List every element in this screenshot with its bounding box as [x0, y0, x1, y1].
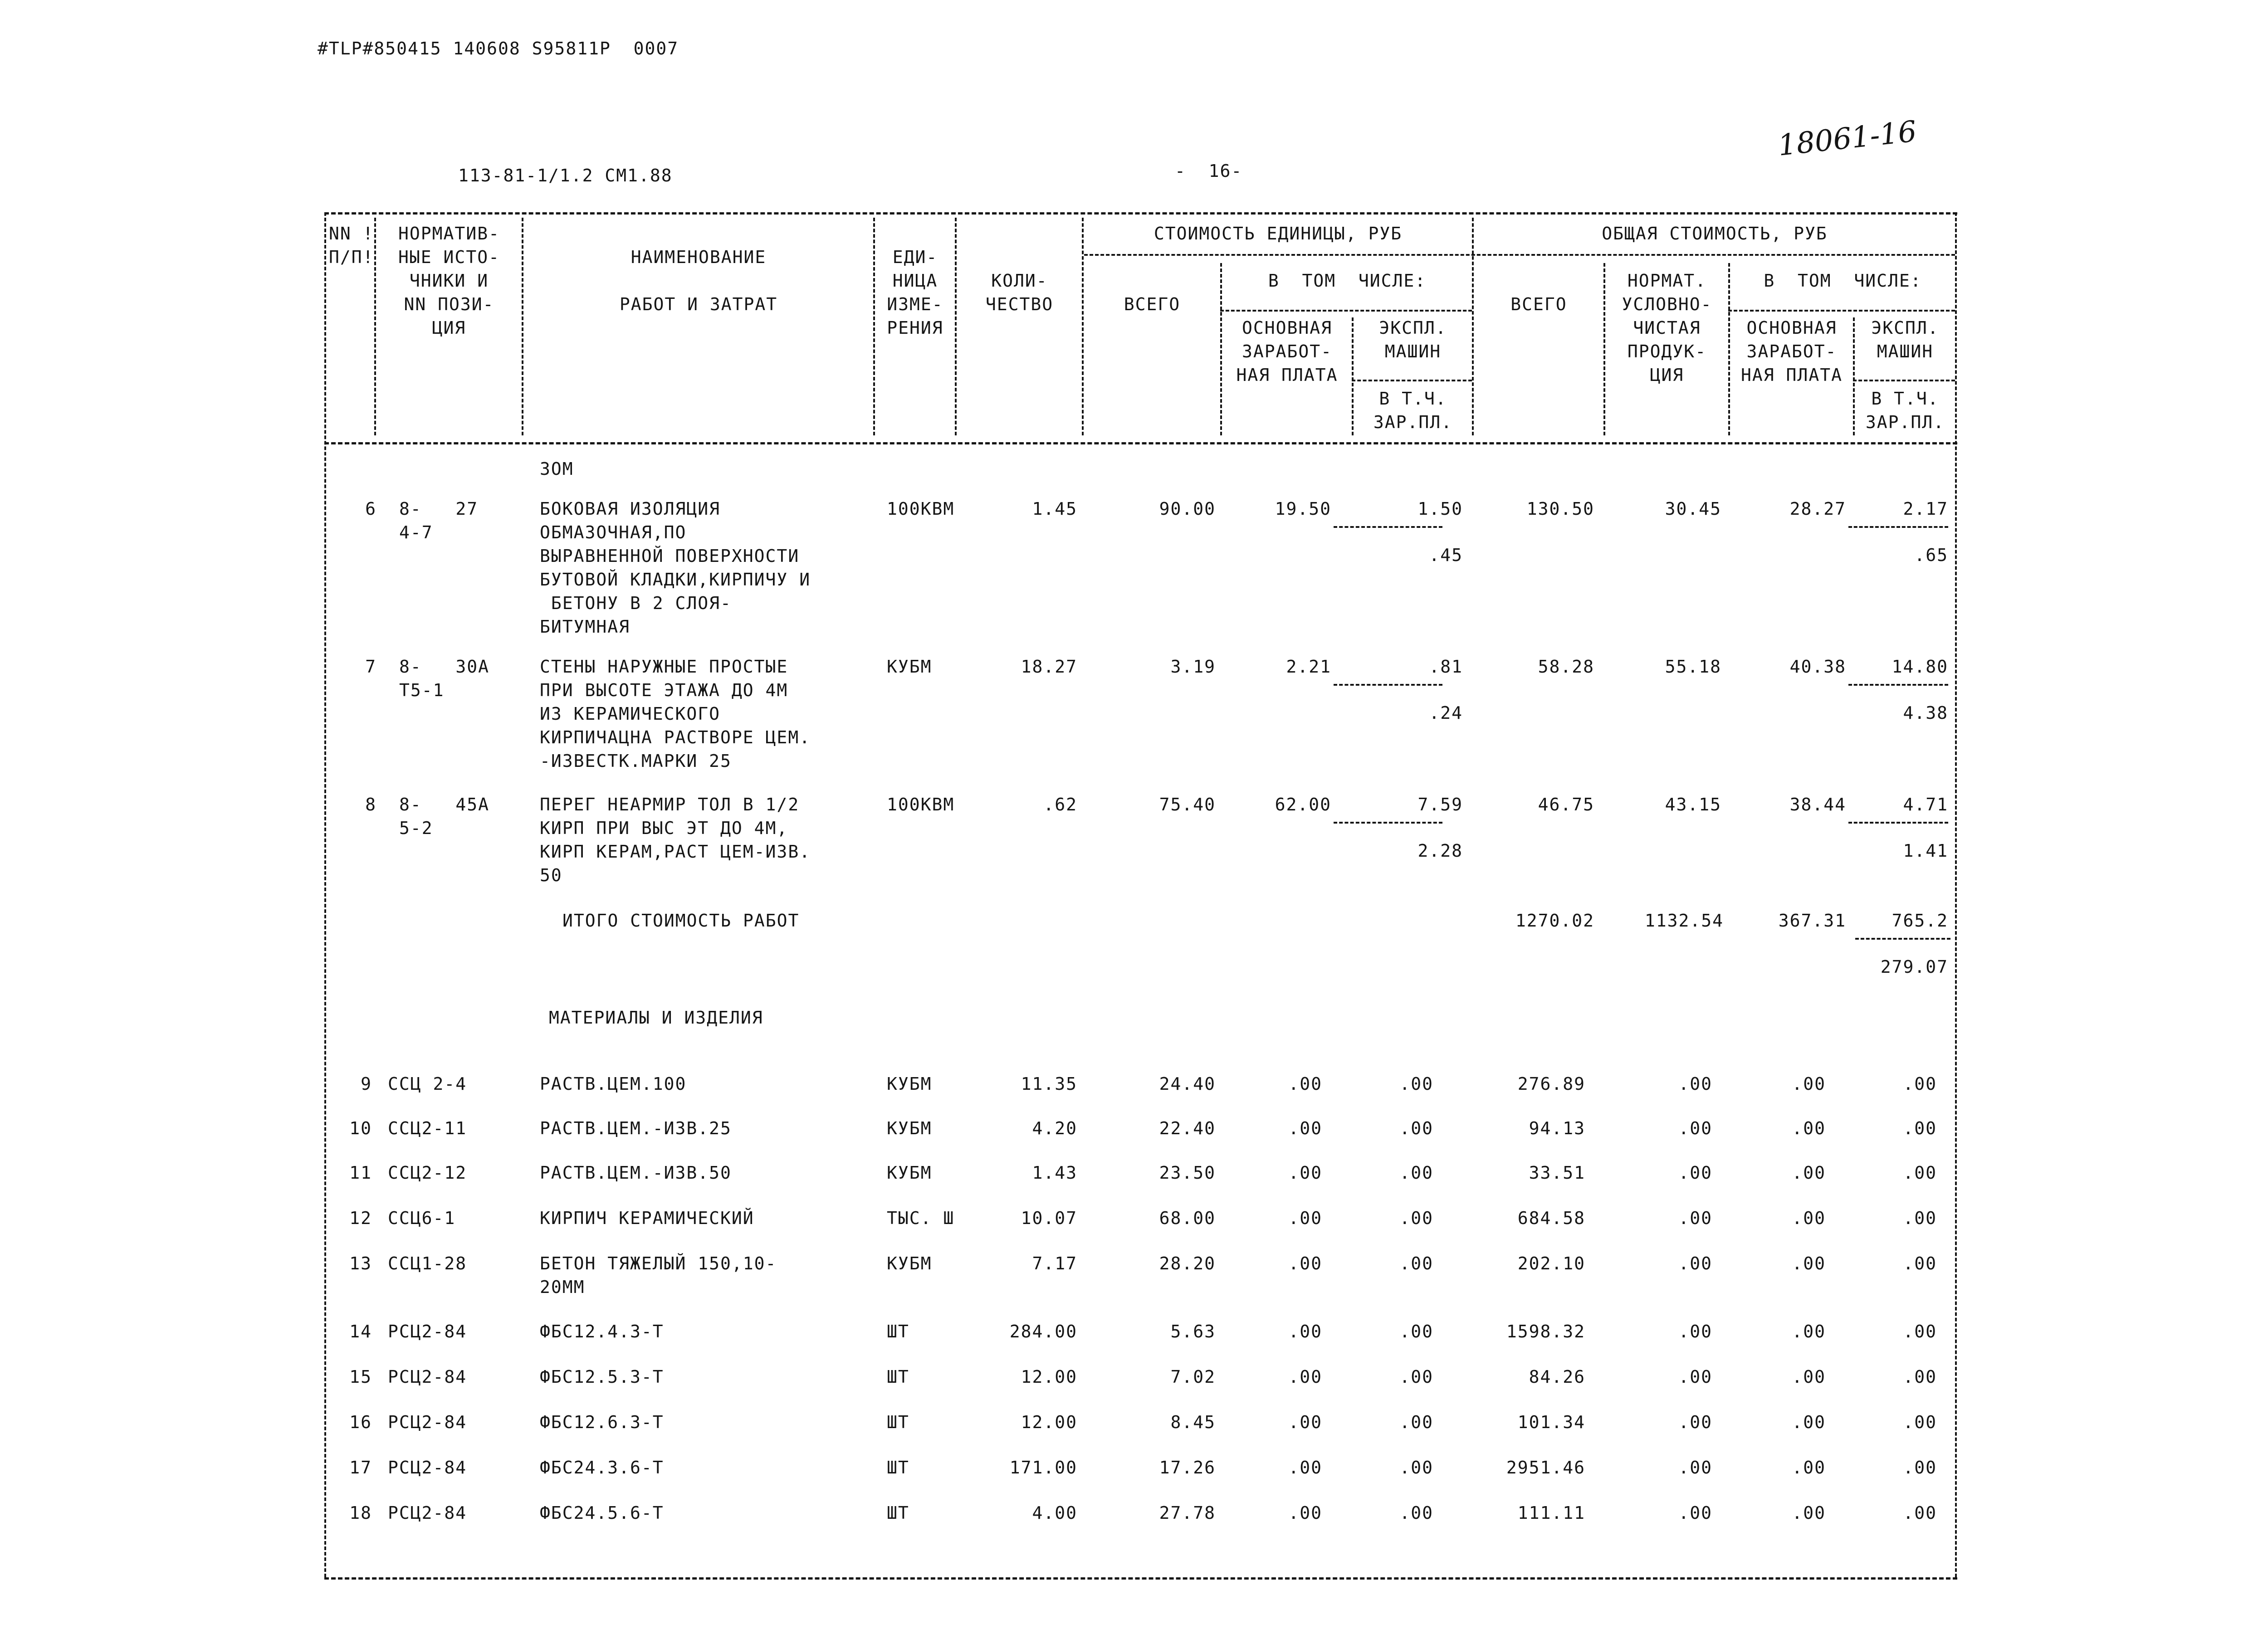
header-separator: [374, 218, 376, 435]
summary-norm: 1132.54: [1644, 911, 1724, 931]
header-unit-3: ИЗМЕ-: [887, 294, 943, 314]
norm-code: 8- 45А: [399, 795, 490, 815]
header-name-2: РАБОТ И ЗАТРАТ: [619, 294, 778, 314]
header-unit-2: НИЦА: [892, 271, 938, 291]
total-cell: 276.89: [1517, 1074, 1585, 1094]
price-code: ССЦ 2-4: [388, 1074, 467, 1094]
unit-total-cell: 5.63: [1170, 1322, 1216, 1341]
header-separator: [1082, 218, 1084, 435]
unit-wage-cell: .00: [1288, 1322, 1322, 1341]
unit-mach-divider: [1334, 822, 1442, 824]
unit-total-cell: 27.78: [1159, 1503, 1216, 1523]
unit-wage-cell: .00: [1288, 1254, 1322, 1273]
qty-cell: 12.00: [1021, 1367, 1077, 1387]
qty-cell: 4.00: [1032, 1503, 1077, 1523]
header-total-mach-4: ЗАР.ПЛ.: [1865, 412, 1945, 432]
document-code: 113-81-1/1.2 CM1.88: [458, 166, 673, 185]
header-unit-cost-group: СТОИМОСТЬ ЕДИНИЦЫ, РУБ: [1154, 224, 1403, 244]
unit-mach-wage-cell: .45: [1429, 545, 1463, 565]
unit-cell: ШТ: [887, 1503, 909, 1523]
price-code: ССЦ1-28: [388, 1254, 467, 1273]
row-number: 7: [365, 657, 376, 677]
total-mach-wage-cell: .65: [1914, 545, 1948, 565]
unit-wage-cell: .00: [1288, 1367, 1322, 1387]
header-unit-wage-1: ОСНОВНАЯ: [1242, 318, 1333, 338]
header-unit-incl: В ТОМ ЧИСЛЕ:: [1268, 271, 1427, 291]
total-wage-cell: 40.38: [1789, 657, 1846, 677]
summary-divider: [1855, 938, 1950, 940]
material-name-line: РАСТВ.ЦЕМ.100: [540, 1074, 687, 1094]
header-subline: [1853, 380, 1955, 381]
row-number: 12: [349, 1208, 372, 1228]
total-mach-cell: 4.71: [1903, 795, 1948, 815]
unit-wage-cell: .00: [1288, 1412, 1322, 1432]
header-unit-4: РЕНИЯ: [887, 318, 943, 338]
header-separator: [1728, 263, 1730, 435]
summary-wage: 367.31: [1778, 911, 1846, 931]
unit-mach-wage-cell: 2.28: [1418, 841, 1463, 861]
header-total-norm-3: ЧИСТАЯ: [1633, 318, 1701, 338]
header-total-wage-3: НАЯ ПЛАТА: [1741, 365, 1843, 385]
unit-wage-cell: .00: [1288, 1118, 1322, 1138]
qty-cell: 12.00: [1021, 1412, 1077, 1432]
work-name-line: ПЕРЕГ НЕАРМИР ТОЛ В 1/2: [540, 795, 800, 815]
total-wage-cell: .00: [1792, 1118, 1826, 1138]
work-name-line: БЕТОНУ В 2 СЛОЯ-: [540, 593, 732, 613]
header-total-norm-1: НОРМАТ.: [1627, 271, 1707, 291]
total-wage-cell: .00: [1792, 1163, 1826, 1183]
material-name-line: ФБС12.5.3-Т: [540, 1367, 664, 1387]
header-separator: [1472, 218, 1474, 435]
qty-cell: 7.17: [1032, 1254, 1077, 1273]
norm-product-cell: .00: [1678, 1074, 1712, 1094]
total-mach-cell: .00: [1903, 1503, 1937, 1523]
unit-wage-cell: 62.00: [1275, 795, 1331, 815]
row-number: 15: [349, 1367, 372, 1387]
header-col-no-2: П/П!: [329, 247, 374, 267]
unit-cell: 100КВМ: [887, 795, 955, 815]
work-name-line: ИЗ КЕРАМИЧЕСКОГО: [540, 704, 721, 724]
norm-product-cell: .00: [1678, 1322, 1712, 1341]
total-cell: 684.58: [1517, 1208, 1585, 1228]
header-norm-1: НОРМАТИВ-: [398, 224, 500, 244]
unit-mach-cell: 7.59: [1418, 795, 1463, 815]
unit-mach-cell: .00: [1399, 1118, 1433, 1138]
header-total-mach-1: ЭКСПЛ.: [1871, 318, 1939, 338]
unit-total-cell: 7.02: [1170, 1367, 1216, 1387]
header-total-norm-2: УСЛОВНО-: [1622, 294, 1712, 314]
header-unit-1: ЕДИ-: [892, 247, 938, 267]
unit-mach-divider: [1334, 684, 1442, 686]
header-total-incl: В ТОМ ЧИСЛЕ:: [1764, 271, 1922, 291]
handwritten-number: 18061-16: [1776, 115, 1918, 163]
header-unit-mach-4: ЗАР.ПЛ.: [1373, 412, 1453, 432]
qty-cell: 4.20: [1032, 1118, 1077, 1138]
header-subline: [1220, 310, 1472, 312]
unit-mach-cell: .00: [1399, 1254, 1433, 1273]
header-name-1: НАИМЕНОВАНИЕ: [631, 247, 767, 267]
unit-mach-cell: .00: [1399, 1074, 1433, 1094]
summary-mach: 765.2: [1892, 911, 1948, 931]
unit-cell: ШТ: [887, 1458, 909, 1478]
unit-wage-cell: 19.50: [1275, 499, 1331, 519]
price-code: РСЦ2-84: [388, 1458, 467, 1478]
material-name-line: БЕТОН ТЯЖЕЛЫЙ 150,10-: [540, 1254, 777, 1273]
norm-product-cell: 43.15: [1665, 795, 1721, 815]
header-unit-wage-2: ЗАРАБОТ-: [1242, 341, 1333, 361]
table-right-border: [1955, 212, 1957, 1577]
total-mach-cell: 2.17: [1903, 499, 1948, 519]
header-total-wage-1: ОСНОВНАЯ: [1746, 318, 1837, 338]
work-name-line: -ИЗВЕСТК.МАРКИ 25: [540, 751, 732, 771]
row-number: 10: [349, 1118, 372, 1138]
unit-total-cell: 68.00: [1159, 1208, 1216, 1228]
norm-product-cell: .00: [1678, 1503, 1712, 1523]
total-cell: 46.75: [1538, 795, 1594, 815]
total-mach-divider: [1848, 684, 1948, 686]
unit-mach-wage-cell: .24: [1429, 703, 1463, 723]
total-wage-cell: .00: [1792, 1322, 1826, 1341]
unit-wage-cell: .00: [1288, 1458, 1322, 1478]
unit-cell: ШТ: [887, 1322, 909, 1341]
total-cell: 202.10: [1517, 1254, 1585, 1273]
total-cell: 58.28: [1538, 657, 1594, 677]
unit-mach-cell: .81: [1429, 657, 1463, 677]
total-cell: 33.51: [1529, 1163, 1585, 1183]
total-wage-cell: .00: [1792, 1503, 1826, 1523]
header-subline: [1728, 310, 1955, 312]
norm-product-cell: .00: [1678, 1118, 1712, 1138]
table-left-border: [324, 212, 326, 1577]
norm-product-cell: .00: [1678, 1254, 1712, 1273]
norm-product-cell: .00: [1678, 1412, 1712, 1432]
qty-cell: 11.35: [1021, 1074, 1077, 1094]
total-mach-cell: .00: [1903, 1118, 1937, 1138]
qty-cell: 171.00: [1009, 1458, 1077, 1478]
unit-wage-cell: .00: [1288, 1503, 1322, 1523]
unit-total-cell: 28.20: [1159, 1254, 1216, 1273]
norm-product-cell: .00: [1678, 1367, 1712, 1387]
norm-product-cell: 30.45: [1665, 499, 1721, 519]
work-name-line: БОКОВАЯ ИЗОЛЯЦИЯ: [540, 499, 721, 519]
header-total-cost-group: ОБЩАЯ СТОИМОСТЬ, РУБ: [1602, 224, 1828, 244]
unit-mach-cell: .00: [1399, 1458, 1433, 1478]
total-wage-cell: .00: [1792, 1412, 1826, 1432]
header-qty-1: КОЛИ-: [991, 271, 1048, 291]
header-separator: [1220, 263, 1222, 435]
unit-mach-cell: 1.50: [1418, 499, 1463, 519]
summary-mach-wage: 279.07: [1880, 957, 1948, 977]
header-unit-wage-3: НАЯ ПЛАТА: [1236, 365, 1338, 385]
total-wage-cell: .00: [1792, 1254, 1826, 1273]
material-name-line: ФБС12.4.3-Т: [540, 1322, 664, 1341]
header-unit-mach-3: В Т.Ч.: [1379, 389, 1447, 409]
price-code: ССЦ2-11: [388, 1118, 467, 1138]
total-cell: 1598.32: [1506, 1322, 1585, 1341]
header-separator: [1603, 263, 1605, 435]
total-mach-cell: .00: [1903, 1163, 1937, 1183]
work-name-line: КИРПИЧАЦНА РАСТВОРЕ ЦЕМ.: [540, 727, 811, 747]
header-separator: [1853, 317, 1855, 435]
materials-title: МАТЕРИАЛЫ И ИЗДЕЛИЯ: [549, 1008, 763, 1028]
unit-total-cell: 75.40: [1159, 795, 1216, 815]
table-bottom-border: [324, 1577, 1957, 1580]
work-name-line: ВЫРАВНЕННОЙ ПОВЕРХНОСТИ: [540, 546, 800, 566]
header-separator: [873, 218, 875, 435]
total-cell: 84.26: [1529, 1367, 1585, 1387]
work-name-line: БИТУМНАЯ: [540, 617, 631, 637]
total-mach-wage-cell: 4.38: [1903, 703, 1948, 723]
total-wage-cell: 28.27: [1789, 499, 1846, 519]
norm-code: Т5-1: [399, 680, 445, 700]
row-number: 18: [349, 1503, 372, 1523]
unit-mach-divider: [1334, 526, 1442, 528]
work-name-line: ОБМАЗОЧНАЯ,ПО: [540, 522, 687, 542]
norm-code: 8- 30А: [399, 657, 490, 677]
work-name-line: ПРИ ВЫСОТЕ ЭТАЖА ДО 4М: [540, 680, 788, 700]
unit-cell: ШТ: [887, 1367, 909, 1387]
total-mach-cell: 14.80: [1892, 657, 1948, 677]
unit-wage-cell: .00: [1288, 1074, 1322, 1094]
unit-cell: ШТ: [887, 1412, 909, 1432]
total-wage-cell: .00: [1792, 1208, 1826, 1228]
header-total-total: ВСЕГО: [1510, 294, 1567, 314]
material-name-line: 20ММ: [540, 1277, 585, 1297]
unit-mach-cell: .00: [1399, 1163, 1433, 1183]
unit-mach-cell: .00: [1399, 1208, 1433, 1228]
header-separator: [522, 218, 523, 435]
total-wage-cell: .00: [1792, 1074, 1826, 1094]
unit-total-cell: 22.40: [1159, 1118, 1216, 1138]
unit-wage-cell: .00: [1288, 1163, 1322, 1183]
unit-total-cell: 3.19: [1170, 657, 1216, 677]
header-norm-5: ЦИЯ: [432, 318, 466, 338]
header-total-mach-2: МАШИН: [1877, 341, 1934, 361]
norm-product-cell: .00: [1678, 1458, 1712, 1478]
total-cell: 101.34: [1517, 1412, 1585, 1432]
header-unit-mach-2: МАШИН: [1384, 341, 1442, 361]
total-mach-cell: .00: [1903, 1208, 1937, 1228]
price-code: ССЦ6-1: [388, 1208, 456, 1228]
total-cell: 130.50: [1526, 499, 1594, 519]
document-id: #TLP#850415 140608 S95811P 0007: [318, 39, 679, 59]
row-number: 11: [349, 1163, 372, 1183]
header-total-wage-2: ЗАРАБОТ-: [1746, 341, 1837, 361]
work-name-line: КИРП ПРИ ВЫС ЭТ ДО 4М,: [540, 818, 788, 838]
unit-cell: КУБМ: [887, 1254, 932, 1273]
work-name-line: СТЕНЫ НАРУЖНЫЕ ПРОСТЫЕ: [540, 657, 788, 677]
header-norm-3: ЧНИКИ И: [409, 271, 489, 291]
unit-cell: КУБМ: [887, 1163, 932, 1183]
material-name-line: ФБС24.3.6-Т: [540, 1458, 664, 1478]
continuation-line: ЗОМ: [540, 459, 574, 479]
row-number: 16: [349, 1412, 372, 1432]
price-code: РСЦ2-84: [388, 1367, 467, 1387]
header-subline: [1352, 380, 1472, 381]
total-mach-cell: .00: [1903, 1322, 1937, 1341]
unit-total-cell: 17.26: [1159, 1458, 1216, 1478]
total-mach-divider: [1848, 822, 1948, 824]
unit-mach-cell: .00: [1399, 1322, 1433, 1341]
qty-cell: 18.27: [1021, 657, 1077, 677]
unit-mach-cell: .00: [1399, 1503, 1433, 1523]
header-unit-total: ВСЕГО: [1124, 294, 1181, 314]
header-subline: [1084, 254, 1955, 256]
header-norm-4: NN ПОЗИ-: [404, 294, 494, 314]
total-mach-cell: .00: [1903, 1458, 1937, 1478]
row-number: 13: [349, 1254, 372, 1273]
norm-code: 8- 27: [399, 499, 479, 519]
work-name-line: БУТОВОЙ КЛАДКИ,КИРПИЧУ И: [540, 570, 811, 590]
page-number: - 16-: [1175, 161, 1243, 181]
qty-cell: 284.00: [1009, 1322, 1077, 1341]
norm-product-cell: .00: [1678, 1163, 1712, 1183]
header-separator: [955, 218, 957, 435]
price-code: РСЦ2-84: [388, 1322, 467, 1341]
row-number: 8: [365, 795, 376, 815]
unit-cell: КУБМ: [887, 657, 932, 677]
price-code: РСЦ2-84: [388, 1503, 467, 1523]
total-mach-cell: .00: [1903, 1254, 1937, 1273]
qty-cell: 1.45: [1032, 499, 1077, 519]
header-norm-2: НЫЕ ИСТО-: [398, 247, 500, 267]
unit-total-cell: 23.50: [1159, 1163, 1216, 1183]
row-number: 9: [361, 1074, 372, 1094]
work-name-line: 50: [540, 865, 562, 885]
table-top-border: [324, 212, 1957, 215]
total-wage-cell: .00: [1792, 1458, 1826, 1478]
summary-total: 1270.02: [1515, 911, 1594, 931]
total-wage-cell: 38.44: [1789, 795, 1846, 815]
summary-label: ИТОГО СТОИМОСТЬ РАБОТ: [562, 911, 800, 931]
unit-cell: ТЫС. Ш: [887, 1208, 955, 1228]
total-mach-cell: .00: [1903, 1367, 1937, 1387]
norm-product-cell: 55.18: [1665, 657, 1721, 677]
row-number: 14: [349, 1322, 372, 1341]
total-mach-wage-cell: 1.41: [1903, 841, 1948, 861]
unit-total-cell: 90.00: [1159, 499, 1216, 519]
material-name-line: КИРПИЧ КЕРАМИЧЕСКИЙ: [540, 1208, 754, 1228]
header-unit-mach-1: ЭКСПЛ.: [1379, 318, 1447, 338]
qty-cell: 1.43: [1032, 1163, 1077, 1183]
header-total-mach-3: В Т.Ч.: [1871, 389, 1939, 409]
qty-cell: .62: [1043, 795, 1077, 815]
row-number: 6: [365, 499, 376, 519]
total-mach-divider: [1848, 526, 1948, 528]
total-cell: 94.13: [1529, 1118, 1585, 1138]
norm-product-cell: .00: [1678, 1208, 1712, 1228]
header-bottom-border: [324, 442, 1957, 444]
material-name-line: ФБС12.6.3-Т: [540, 1412, 664, 1432]
header-col-no-1: NN !: [329, 224, 374, 244]
unit-mach-cell: .00: [1399, 1412, 1433, 1432]
material-name-line: РАСТВ.ЦЕМ.-ИЗВ.50: [540, 1163, 732, 1183]
total-mach-cell: .00: [1903, 1074, 1937, 1094]
qty-cell: 10.07: [1021, 1208, 1077, 1228]
unit-cell: КУБМ: [887, 1118, 932, 1138]
total-wage-cell: .00: [1792, 1367, 1826, 1387]
unit-total-cell: 8.45: [1170, 1412, 1216, 1432]
material-name-line: ФБС24.5.6-Т: [540, 1503, 664, 1523]
unit-wage-cell: .00: [1288, 1208, 1322, 1228]
work-name-line: КИРП КЕРАМ,РАСТ ЦЕМ-ИЗВ.: [540, 842, 811, 862]
unit-total-cell: 24.40: [1159, 1074, 1216, 1094]
header-total-norm-4: ПРОДУК-: [1627, 341, 1707, 361]
norm-code: 4-7: [399, 522, 433, 542]
row-number: 17: [349, 1458, 372, 1478]
price-code: РСЦ2-84: [388, 1412, 467, 1432]
header-separator: [1352, 317, 1354, 435]
unit-cell: 100КВМ: [887, 499, 955, 519]
material-name-line: РАСТВ.ЦЕМ.-ИЗВ.25: [540, 1118, 732, 1138]
norm-code: 5-2: [399, 818, 433, 838]
price-code: ССЦ2-12: [388, 1163, 467, 1183]
unit-cell: КУБМ: [887, 1074, 932, 1094]
unit-wage-cell: 2.21: [1286, 657, 1331, 677]
unit-mach-cell: .00: [1399, 1367, 1433, 1387]
total-cell: 111.11: [1517, 1503, 1585, 1523]
header-total-norm-5: ЦИЯ: [1650, 365, 1684, 385]
header-qty-2: ЧЕСТВО: [985, 294, 1054, 314]
total-cell: 2951.46: [1506, 1458, 1585, 1478]
total-mach-cell: .00: [1903, 1412, 1937, 1432]
